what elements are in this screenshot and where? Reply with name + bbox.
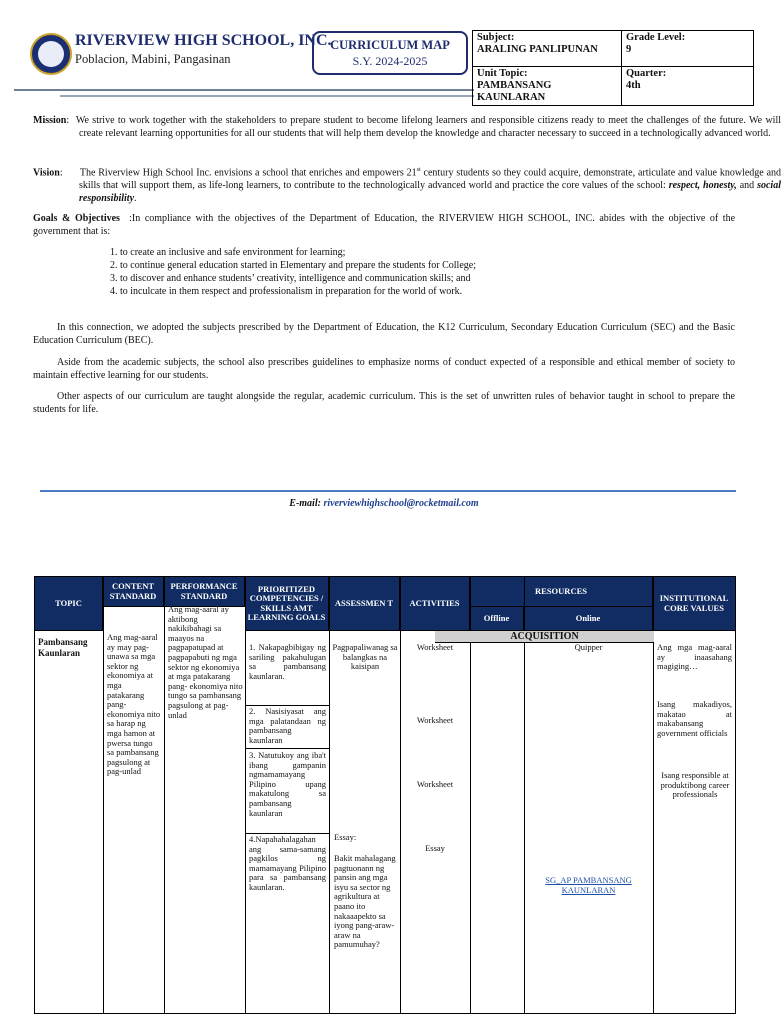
quarter-label: Quarter: (626, 68, 667, 79)
header-divider (14, 89, 474, 91)
header-performance-standard: PERFORMANCE STANDARD (164, 577, 245, 607)
goal-item: 3. to discover and enhance students’ creativity, intelligence and communication skills; and (120, 272, 476, 285)
curriculum-map-box (312, 31, 468, 75)
activity-4: Essay (425, 843, 445, 853)
activity-3: Worksheet (416, 779, 454, 789)
subject-label: Subject: (477, 32, 515, 43)
competency-3: 3. Natutukoy ang iba't ibang gampanin ngmamamayang Pilipino upang makatulong sa pambansang kaunlaran (249, 750, 326, 818)
email-label: E-mail: (289, 498, 321, 509)
core-value-professionals: Isang responsible at produktibong career professionals (660, 770, 730, 800)
vision-text-2: century students so they could acquire, demonstrate, articulate and value knowledge and skills that will support them, as life-long learners, to contribute to the technologically advanced world and practice the core values of the school: (79, 167, 781, 192)
mission-paragraph: Mission: We strive to work together with the stakeholders to prepare student to become lifelong learners and responsible citizens ready to meet the challenges of the future. We will create relevant learning opportunities for all our students that will help them develop the knowledge and character necessary to succeed in a technologically advanced world. (33, 115, 781, 139)
grade-value: 9 (626, 44, 632, 55)
subject-value: ARALING PANLIPUNAN (477, 44, 598, 55)
paragraph-hidden-curriculum: Other aspects of our curriculum are taught alongside the regular, academic curriculum. This is the set of unwritten rules of behavior taught in school to prepare the students for life. (33, 391, 735, 415)
school-name: RIVERVIEW HIGH SCHOOL, INC. (75, 32, 332, 49)
goal-item: 2. to continue general education started in Elementary and prepare the students for College; (120, 259, 476, 272)
subject-info-table (472, 30, 754, 106)
header-resources: RESOURCES (470, 577, 653, 607)
competency-divider (245, 748, 329, 749)
grade-label: Grade Level: (626, 32, 686, 43)
vision-sup: st (416, 167, 421, 173)
vision-end: . (134, 193, 137, 205)
header-competencies: PRIORITIZED COMPETENCIES / SKILLS AMT LEARNING GOALS (245, 577, 329, 631)
column-divider (164, 577, 165, 1013)
competency-1: 1. Nakapagbibigay ng sariling pakahulugan sa pambansang kaunlaran. (249, 642, 326, 681)
column-divider (245, 577, 246, 1013)
column-divider (329, 577, 330, 1013)
assessment-essay-question: Bakit mahalagang pagtuonann ng pansin ang mga isyu sa sector ng agrikultura at paano ito nakaaapekto sa iyong pang-araw-araw na pamumuhay? (334, 853, 396, 950)
core-value-officials: Isang makadiyos, makatao at makabansang government officials (657, 699, 732, 738)
email-line (0, 498, 768, 509)
goals-intro: :In compliance with the objectives of the Department of Education, the RIVERVIEW HIGH SCHOOL, INC. abides with the objective of the government that is: (33, 213, 736, 237)
email-link[interactable]: riverviewhighschool@rocketmail.com (323, 498, 479, 509)
goals-label: Goals & Objectives (33, 213, 120, 224)
online-resource-link[interactable]: SG_AP PAMBANSANG KAUNLARAN (545, 875, 632, 895)
unit-label: Unit Topic: (477, 68, 528, 79)
mission-label: Mission (33, 115, 67, 126)
core-value-intro: Ang mga mag-aaral ay inaasahang magiging… (657, 642, 732, 672)
school-logo (30, 33, 72, 75)
activity-1: Worksheet (416, 642, 454, 652)
footer-rule (40, 490, 736, 492)
vision-label: Vision (33, 167, 60, 179)
unit-value: PAMBANSANG KAUNLARAN (477, 80, 552, 103)
school-year: S.Y. 2024-2025 (352, 54, 428, 68)
paragraph-guidelines: Aside from the academic subjects, the school also prescribes guidelines to emphasize norms of conduct expected of a responsible and ethical member of society to maintain effective learning for our students. (33, 357, 735, 381)
vision-and: and (736, 180, 758, 192)
header-online: Online (524, 607, 653, 631)
content-standard-cell: Ang mag-aaral ay may pag-unawa sa mga sektor ng ekonomiya at mga patakarang pang-ekonomiya nito sa harap ng mga hamon at pwersa tungo sa pambansang pagsulong at pag-unlad (107, 632, 161, 777)
paragraph-connection: In this connection, we adopted the subjects prescribed by the Department of Education, the K12 Curriculum, Secondary Education Curriculum (SEC) and the Basic Education Curriculum (BEC). (33, 322, 735, 346)
vision-value-1: respect, honesty, (668, 180, 737, 192)
assessment-essay-label: Essay: (334, 832, 357, 842)
goals-paragraph (33, 212, 735, 238)
column-divider (103, 577, 104, 1013)
competency-4: 4.Napahahalagahan ang sama-samang pagkilos ng mamamayang Pilipino para sa pambansang kaunlaran. (249, 834, 326, 892)
header-content-standard: CONTENT STANDARD (103, 577, 164, 607)
goal-item: 4. to inculcate in them respect and professionalism in preparation for the world of work. (120, 285, 476, 298)
header-assessment: ASSESSMEN T (329, 577, 400, 631)
header-divider-secondary (60, 95, 474, 97)
header-activities: ACTIVITIES (400, 577, 470, 631)
vision-text-1: The Riverview High School Inc. envisions a school that enriches and empowers 21 (79, 167, 417, 179)
online-resource-quipper: Quipper (574, 642, 603, 652)
acquisition-band: ACQUISITION (435, 631, 654, 643)
topic-cell: Pambansang Kaunlaran (38, 637, 88, 658)
vision-paragraph: Vision: The Riverview High School Inc. envisions a school that enriches and empowers 21st century students so they could acquire, demonstrate, articulate and value knowledge and skills that will support them, as life-long learners, to contribute to the technologically advanced world and practice the core values of the school: respect, honesty, and social responsibility. (33, 167, 781, 205)
goal-item: 1. to create an inclusive and safe environment for learning; (120, 246, 476, 259)
curriculum-map-title: CURRICULUM MAP (330, 38, 450, 52)
header-offline: Offline (470, 607, 524, 631)
goals-list (107, 246, 476, 298)
header-topic: TOPIC (35, 577, 103, 631)
performance-standard-cell: Ang mag-aaral ay aktibong nakikibahagi sa maayos na pagpapatupad at pagpapabuti ng mga sektor ng ekonomiya at mga patakarang pang- ekonomiya nito tungo sa pambansang pagsulong at pag-unlad (168, 604, 243, 720)
curriculum-table (34, 576, 736, 1014)
quarter-value: 4th (626, 80, 641, 91)
competency-2: 2. Nasisiyasat ang mga palatandaan ng pambansang kaunlaran (249, 706, 326, 745)
mission-text: We strive to work together with the stakeholders to prepare student to become lifelong learners and responsible citizens ready to meet the challenges of the future. We will create relevant learning opportunities for all our students that will help them develop the knowledge and character necessary to succeed in a technologically advanced world. (75, 115, 781, 139)
assessment-1: Pagpapaliwanag sa balangkas na kaisipan (332, 642, 398, 672)
activity-2: Worksheet (416, 715, 454, 725)
vision-value-2: social responsibility (79, 180, 781, 205)
school-address: Poblacion, Mabini, Pangasinan (75, 52, 231, 66)
header-core-values: INSTITUTIONAL CORE VALUES (653, 577, 735, 631)
